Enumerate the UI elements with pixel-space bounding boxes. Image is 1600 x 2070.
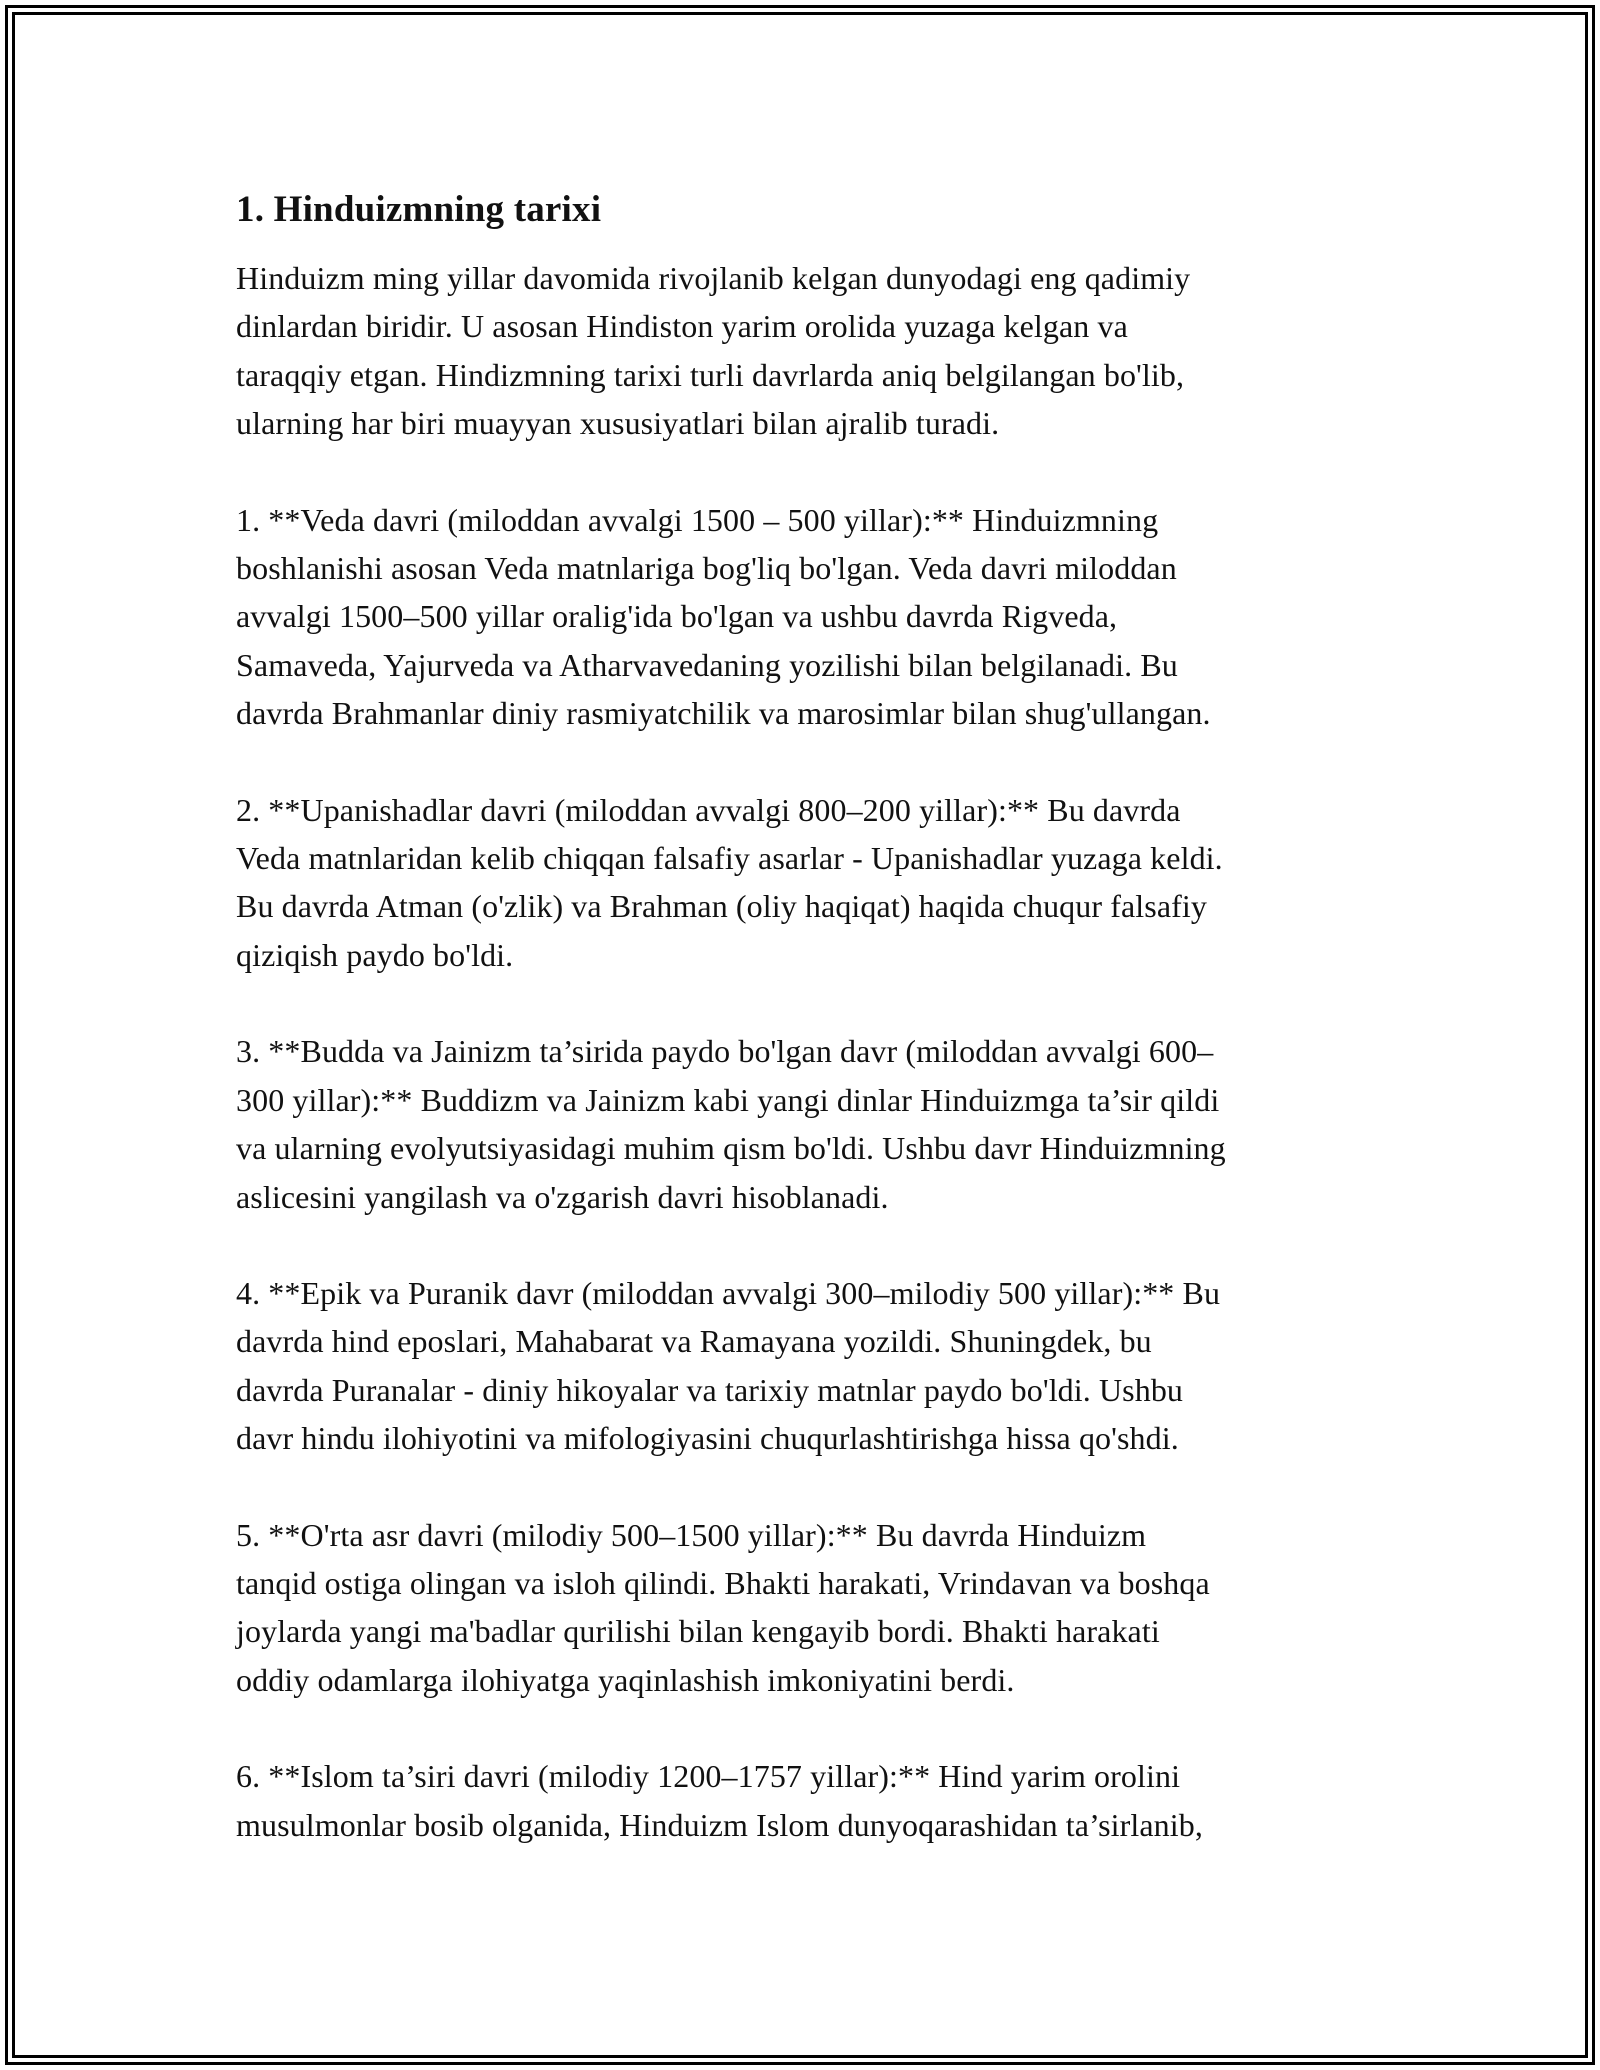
document-body: [236, 186, 1371, 1897]
paragraph-upanishad-period: 2. **Upanishadlar davri (miloddan avvalgi 800–200 yillar):** Bu davrda Veda matnlaridan kelib chiqqan falsafiy asarlar - Upanishadlar yuzaga keldi. Bu davrda Atman (o'zlik) va Brahman (oliy haqiqat) haqida chuqur falsafiy qiziqish paydo bo'ldi.: [236, 791, 1223, 973]
paragraph-epic-puranic-period: 4. **Epik va Puranik davr (miloddan avvalgi 300–milodiy 500 yillar):** Bu davrda hind eposlari, Mahabarat va Ramayana yozildi. Shuningdek, bu davrda Puranalar - diniy hikoyalar va tarixiy matnlar paydo bo'ldi. Ushbu davr hindu ilohiyotini va mifologiyasini chuqurlashtirishga hissa qo'shdi.: [236, 1274, 1221, 1457]
paragraph-buddha-jainism-period: 3. **Budda va Jainizm ta’sirida paydo bo'lgan davr (miloddan avvalgi 600– 300 yillar):** Buddizm va Jainizm kabi yangi dinlar Hinduizmga ta’sir qildi va ularning evolyutsiyasidagi muhim qism bo'ldi. Ushbu davr Hinduizmning aslicesini yangilash va o'zgarish davri hisoblanadi.: [236, 1033, 1226, 1215]
section-heading: 1. Hinduizmning tarixi: [236, 189, 602, 230]
intro-paragraph: Hinduizm ming yillar davomida rivojlanib kelgan dunyodagi eng qadimiy dinlardan biridir. U asosan Hindiston yarim orolida yuzaga kelgan va taraqqiy etgan. Hindizmning tarixi turli davrlarda aniq belgilangan bo'lib, ularning har biri muayyan xususiyatlari bilan ajralib turadi.: [236, 260, 1191, 442]
paragraph-medieval-period: 5. **O'rta asr davri (milodiy 500–1500 yillar):** Bu davrda Hinduizm tanqid ostiga olingan va isloh qilindi. Bhakti harakati, Vrindavan va boshqa joylarda yangi ma'badlar qurilishi bilan kengayib bordi. Bhakti harakati oddiy odamlarga ilohiyatga yaqinlashish imkoniyatini berdi.: [236, 1516, 1210, 1698]
paragraph-veda-period: 1. **Veda davri (miloddan avvalgi 1500 – 500 yillar):** Hinduizmning boshlanishi asosan Veda matnlariga bog'liq bo'lgan. Veda davri miloddan avvalgi 1500–500 yillar oralig'ida bo'lgan va ushbu davrda Rigveda, Samaveda, Yajurveda va Atharvavedaning yozilishi bilan belgilanadi. Bu davrda Brahmanlar diniy rasmiyatchilik va marosimlar bilan shug'ullangan.: [236, 501, 1211, 732]
paragraph-islam-influence-period: 6. **Islom ta’siri davri (milodiy 1200–1757 yillar):** Hind yarim orolini musulmonlar bosib olganida, Hinduizm Islom dunyoqarashidan ta’sirlanib,: [236, 1758, 1203, 1843]
